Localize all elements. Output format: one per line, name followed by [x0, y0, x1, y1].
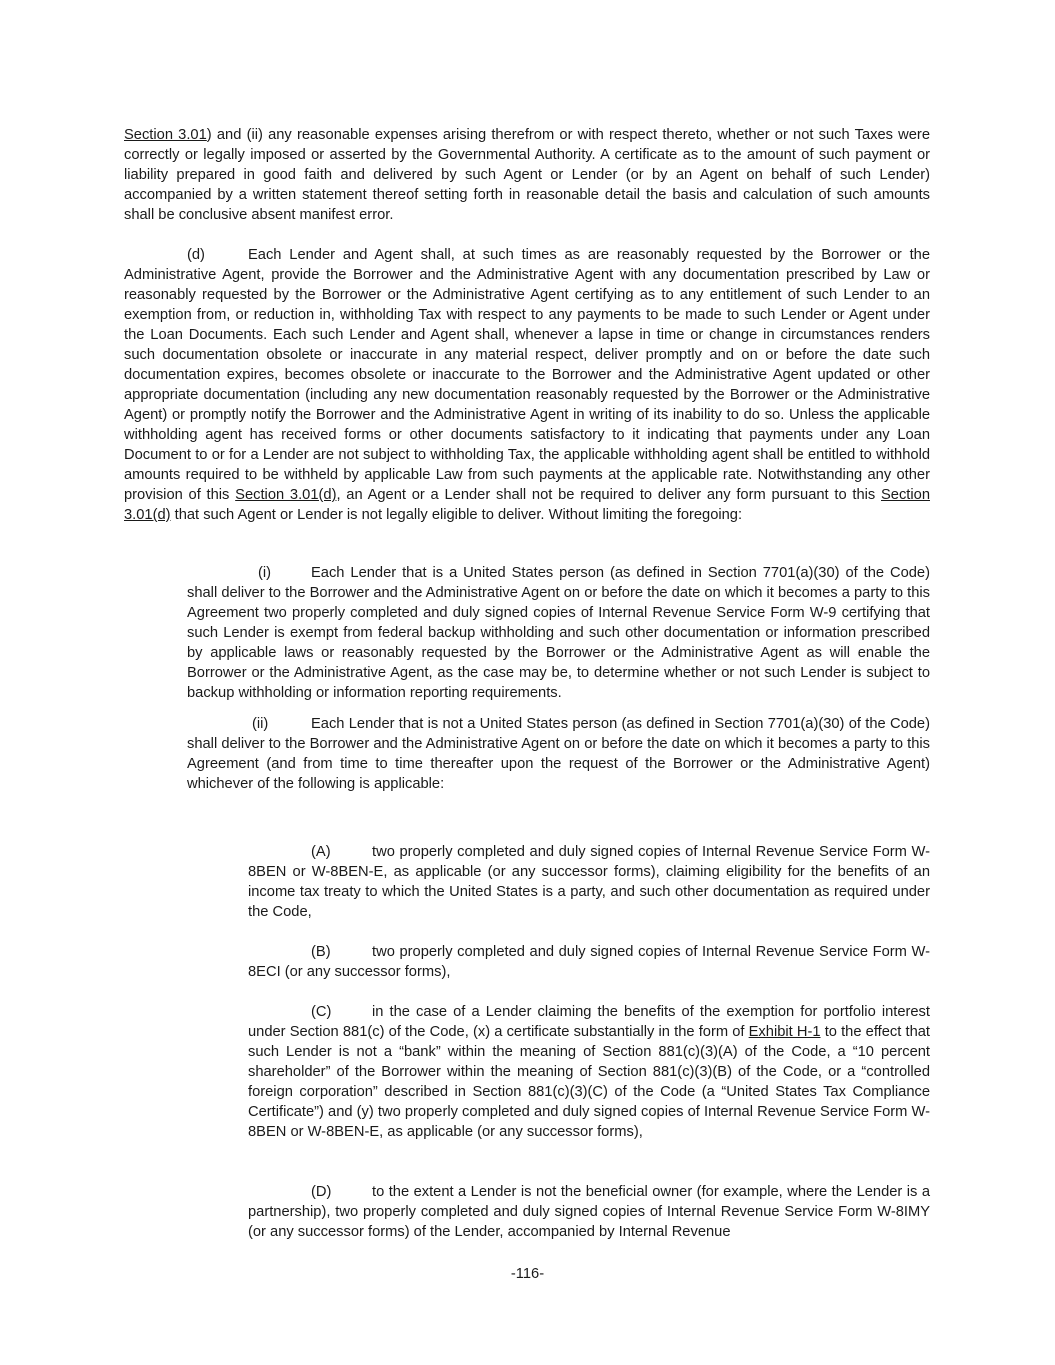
- paragraph-i: [187, 563, 930, 703]
- paragraph-label: (D): [311, 1184, 332, 1200]
- page-number: -116-: [510, 1266, 545, 1282]
- paragraph-text: to the effect that such Lender is not a “bank” within the meaning of Section 881(c)(3)(A) of the Code, a “10 percent shareholder” of the Borrower within the meaning of Section 881(c)(3)(B) of the Code, or a “controlled foreign corporation” described in Section 881(c)(3)(C) of the Code (a “United States Tax Compliance Certificate”) and (y) two properly completed and duly signed copies of Internal Revenue Service Form W-8BEN or W-8BEN-E, as applicable (or any successor forms),: [248, 1024, 930, 1140]
- paragraph-d-sub: [248, 1182, 930, 1242]
- exhibit-reference: Exhibit H-1: [748, 1024, 821, 1040]
- paragraph-d: [124, 245, 930, 525]
- paragraph-text: Each Lender that is not a United States person (as defined in Section 7701(a)(30) of the Code) shall deliver to the Borrower and the Administrative Agent on or before the date on which it becomes a party to this Agreement (and from time to time thereafter upon the request of the Borrower or the Administrative Agent) whichever of the following is applicable:: [187, 716, 930, 792]
- paragraph-c: [248, 1002, 930, 1142]
- paragraph-a: [248, 842, 930, 922]
- paragraph-label: (B): [311, 944, 331, 960]
- paragraph-text: Each Lender and Agent shall, at such times as are reasonably requested by the Borrower or the Administrative Agent, provide the Borrower and the Administrative Agent with any documentation prescribed by Law or reasonably requested by the Borrower or the Administrative Agent certifying as to any entitlement of such Lender to an exemption from, or reduction in, withholding Tax with respect to any payments to be made to such Lender or Agent under the Loan Documents. Each such Lender and Agent shall, whenever a lapse in time or change in circumstances renders such documentation obsolete or inaccurate in any material respect, deliver promptly and on or before the date such documentation expires, becomes obsolete or inaccurate to the Borrower and the Administrative Agent updated or other appropriate documentation (including any new documentation reasonably requested by the Borrower or the Administrative Agent) or promptly notify the Borrower and the Administrative Agent in writing of its inability to do so. Unless the applicable withholding agent has received forms or other documents satisfactory to it indicating that payments under any Loan Document to or for a Lender are not subject to withholding Tax, the applicable withholding agent shall be entitled to withhold amounts required to be withheld by applicable Law from such payments at the applicable rate. Notwithstanding any other provision of this: [124, 247, 930, 503]
- paragraph-text: that such Agent or Lender is not legally eligible to deliver. Without limiting the foregoing:: [170, 507, 743, 523]
- paragraph-text: to the extent a Lender is not the beneficial owner (for example, where the Lender is a partnership), two properly completed and duly signed copies of Internal Revenue Service Form W-8IMY (or any successor forms) of the Lender, accompanied by Internal Revenue: [248, 1184, 930, 1240]
- paragraph-label: (ii): [252, 716, 269, 732]
- paragraph-ii: [187, 714, 930, 794]
- paragraph-text: , an Agent or a Lender shall not be required to deliver any form pursuant to this: [336, 487, 881, 503]
- paragraph-label: (A): [311, 844, 331, 860]
- paragraph-label: (d): [187, 247, 205, 263]
- paragraph-label: (i): [258, 565, 272, 581]
- paragraph-text: two properly completed and duly signed copies of Internal Revenue Service Form W-8BEN or W-8BEN-E, as applicable (or any successor forms), claiming eligibility for the benefits of an income tax treaty to which the United States is a party, and such other documentation as required under the Code,: [248, 844, 930, 920]
- paragraph-text: ) and (ii) any reasonable expenses arising therefrom or with respect thereto, whether or not such Taxes were correctly or legally imposed or asserted by the Governmental Authority. A certificate as to the amount of such payment or liability prepared in good faith and delivered by such Agent or Lender (or by an Agent on behalf of such Lender) accompanied by a written statement thereof setting forth in reasonable detail the basis and calculation of such amounts shall be conclusive absent manifest error.: [124, 127, 930, 223]
- paragraph-text: two properly completed and duly signed copies of Internal Revenue Service Form W-8ECI (or any successor forms),: [248, 944, 930, 980]
- section-reference: Section 3.01(d): [235, 487, 337, 503]
- section-reference: Section 3.01(d): [124, 487, 930, 523]
- paragraph-continuation: [124, 125, 930, 225]
- section-reference: Section 3.01: [124, 127, 207, 143]
- paragraph-label: (C): [311, 1004, 332, 1020]
- paragraph-text: Each Lender that is a United States person (as defined in Section 7701(a)(30) of the Code) shall deliver to the Borrower and the Administrative Agent on or before the date on which it becomes a party to this Agreement two properly completed and duly signed copies of Internal Revenue Service Form W-9 certifying that such Lender is exempt from federal backup withholding and such other documentation or information prescribed by applicable laws or reasonably requested by the Borrower or the Administrative Agent as will enable the Borrower or the Administrative Agent, as the case may be, to determine whether or not such Lender is subject to backup withholding or information reporting requirements.: [187, 565, 930, 701]
- paragraph-b: [248, 942, 930, 982]
- paragraph-text: in the case of a Lender claiming the benefits of the exemption for portfolio interest under Section 881(c) of the Code, (x) a certificate substantially in the form of: [248, 1004, 930, 1040]
